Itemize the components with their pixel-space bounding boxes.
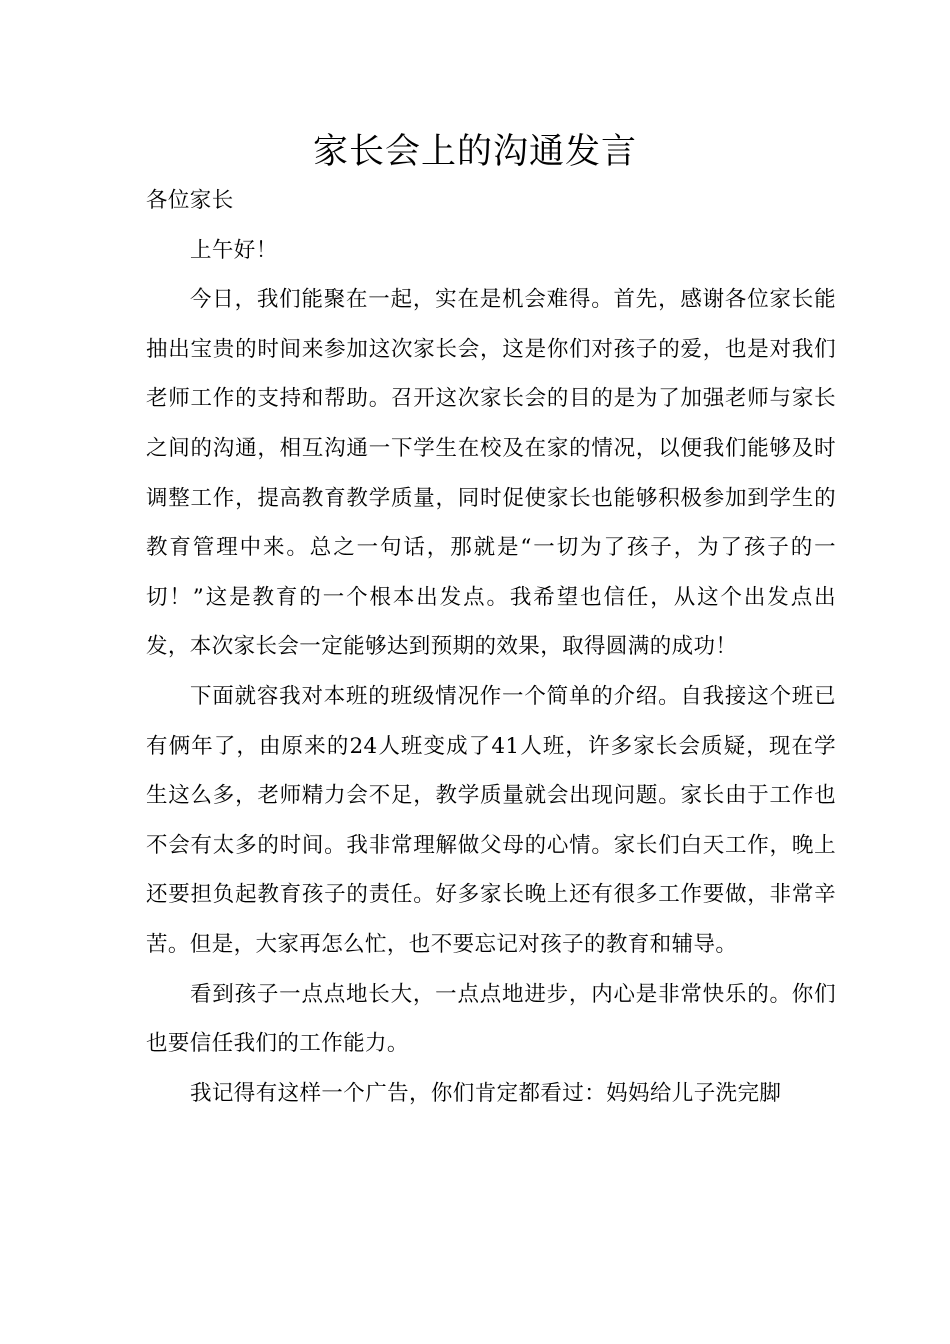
paragraph-class-introduction: 下面就容我对本班的班级情况作一个简单的介绍。自我接这个班已有俩年了，由原来的24人班变成了41人班，许多家长会质疑，现在学生这么多，老师精力会不足，教学质量就会出现问题。家长由于工作也不会有太多的时间。我非常理解做父母的心情。家长们白天工作，晚上还要担负起教育孩子的责任。好多家长晚上还有很多工作要做，非常辛苦。但是，大家再怎么忙，也不要忘记对孩子的教育和辅导。: [146, 683, 836, 957]
paragraph-advertisement: 我记得有这样一个广告，你们肯定都看过：妈妈给儿子洗完脚: [190, 1080, 782, 1106]
document-title: 家长会上的沟通发言: [312, 132, 637, 172]
salutation: 各位家长: [146, 188, 234, 213]
document-body: [146, 176, 836, 1118]
paragraph-opening: 今日，我们能聚在一起，实在是机会难得。首先，感谢各位家长能抽出宝贵的时间来参加这次家长会，这是你们对孩子的爱，也是对我们老师工作的支持和帮助。召开这次家长会的目的是为了加强老师与家长之间的沟通，相互沟通一下学生在校及在家的情况，以便我们能够及时调整工作，提高教育教学质量，同时促使家长也能够积极参加到学生的教育管理中来。总之一句话，那就是“一切为了孩子，为了孩子的一切！”这是教育的一个根本出发点。我希望也信任，从这个出发点出发，本次家长会一定能够达到预期的效果，取得圆满的成功！: [146, 287, 836, 660]
paragraph-greeting: 上午好！: [190, 237, 278, 263]
paragraph-trust: 看到孩子一点点地长大，一点点地进步，内心是非常快乐的。你们也要信任我们的工作能力。: [146, 981, 836, 1057]
